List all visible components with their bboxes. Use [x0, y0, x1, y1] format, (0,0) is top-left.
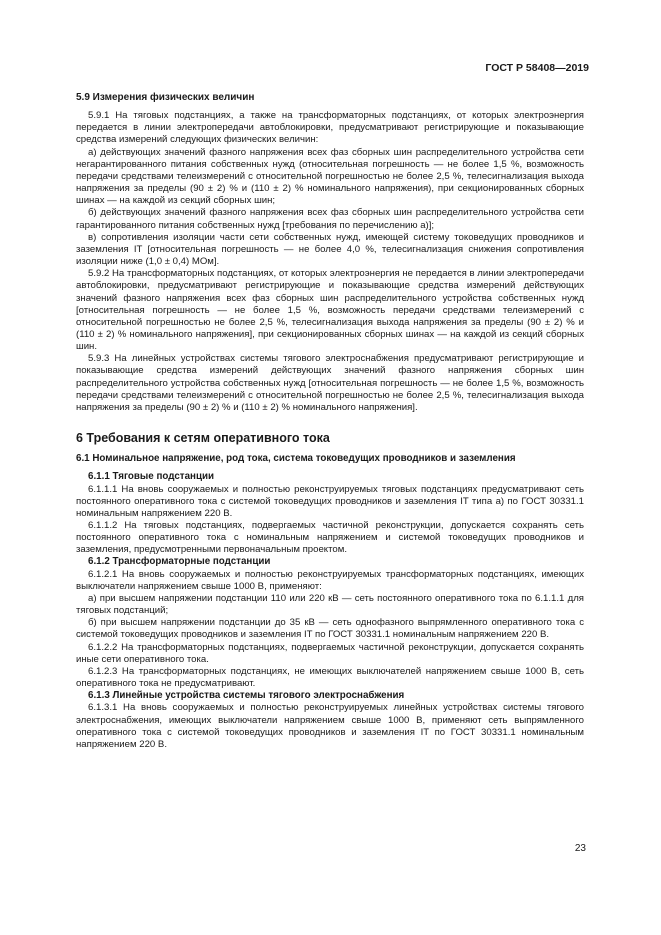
paragraph-6-1-2-2: 6.1.2.2 На трансформаторных подстанциях, подвергаемых частичной реконструкции, допускается сохранять иные сети оперативного тока.: [76, 641, 584, 665]
paragraph-6-1-1-1: 6.1.1.1 На вновь сооружаемых и полностью реконструируемых тяговых подстанциях предусматривают сеть постоянного оперативного тока с системой токоведущих проводников и заземления IT типа а) по ГОСТ 30331.1 номинальным напряжением 220 В.: [76, 483, 584, 519]
section-6-1-2-heading: 6.1.2 Трансформаторные подстанции: [88, 556, 271, 568]
page-number: 23: [574, 843, 586, 854]
paragraph-5-9-1-a: а) действующих значений фазного напряжения всех фаз сборных шин распределительного устройства сети негарантированного питания собственных нужд (относительная погрешность — не более 1,5 %, возможность передачи средствами телеизмерений с относительной погрешностью не более 2,5 %, телесигнализация выхода напряжения за пределы (90 ± 2) % и (110 ± 2) % номинального напряжения), при секционированных сборных шинах — на каждой из секций сборных шин;: [76, 146, 584, 207]
section-6-heading: 6 Требования к сетям оперативного тока: [76, 431, 330, 446]
paragraph-5-9-1-b: б) действующих значений фазного напряжения всех фаз сборных шин распределительного устройства сети гарантированного питания собственных нужд [требования по перечислению а)];: [76, 207, 584, 231]
paragraph-5-9-1: 5.9.1 На тяговых подстанциях, а также на трансформаторных подстанциях, от которых электроэнергия передается в линии электропередачи автоблокировки, предусматривают регистрирующие и показывающие средства измерений следующих физических величин:: [76, 110, 584, 146]
paragraph-5-9-1-v: в) сопротивления изоляции части сети собственных нужд, имеющей систему токоведущих проводников и заземления IT [относительная погрешность — не более 4,0 %, телесигнализация снижения сопротивления изоляции ниже (1,0 ± 0,4) МОм].: [76, 231, 584, 268]
paragraph-5-9-2: 5.9.2 На трансформаторных подстанциях, от которых электроэнергия не передается в линии электропередачи автоблокировки, предусматривают регистрирующие и показывающие средства измерений действующих значений фазного напряжения всех фаз сборных шин распределительного устройства собственных нужд [относительная погрешность — не более 1,5 %, возможность передачи средствами телеизмерений с относительной погрешностью не более 2,5 %, телесигнализация выхода напряжения за пределы (90 ± 2) % и (110 ± 2) % номинального напряжения], при секционированных сборных шинах — на каждой из секций сборных шин.: [76, 268, 584, 353]
section-6-1-1-heading: 6.1.1 Тяговые подстанции: [88, 471, 215, 483]
paragraph-6-1-2-1-a: а) при высшем напряжении подстанции 110 или 220 кВ — сеть постоянного оперативного тока по 6.1.1.1 для тяговых подстанций;: [76, 592, 584, 617]
standard-designation: ГОСТ Р 58408—2019: [485, 62, 589, 74]
section-5-9-heading: 5.9 Измерения физических величин: [76, 92, 255, 103]
page-content: [76, 92, 584, 751]
paragraph-5-9-3: 5.9.3 На линейных устройствах системы тягового электроснабжения предусматривают регистрирующие и показывающие средства измерений действующих значений фазного напряжения сборных шин распределительного устройства собственных нужд [относительная погрешность — не более 1,5 %, возможность передачи средствами телеизмерений с относительной погрешностью не более 2,5 %, телесигнализация выхода напряжения за пределы (90 ± 2) % и (110 ± 2) % номинального напряжения].: [76, 353, 584, 413]
paragraph-6-1-3-1: 6.1.3.1 На вновь сооружаемых и полностью реконструируемых линейных устройствах системы тягового электроснабжения, имеющих выключатели напряжением свыше 1000 В, применяют сеть выпрямленного оперативного тока с системой токоведущих проводников и заземления IT по ГОСТ 30331.1 номинальным напряжением 220 В.: [76, 702, 584, 750]
paragraph-6-1-2-3: 6.1.2.3 На трансформаторных подстанциях, не имеющих выключателей напряжением свыше 1000 В, сеть оперативного тока не предусматривают.: [76, 665, 584, 690]
section-6-1-heading: 6.1 Номинальное напряжение, род тока, система токоведущих проводников и заземления: [76, 453, 516, 465]
paragraph-6-1-1-2: 6.1.1.2 На тяговых подстанциях, подвергаемых частичной реконструкции, допускается сохранять сеть постоянного оперативного тока с номинальным напряжением и системой токоведущих проводников и заземления, предусмотренными первоначальным проектом.: [76, 520, 584, 556]
paragraph-6-1-2-1: 6.1.2.1 На вновь сооружаемых и полностью реконструируемых трансформаторных подстанциях, имеющих выключатели напряжением свыше 1000 В, применяют:: [76, 568, 584, 592]
paragraph-6-1-2-1-b: б) при высшем напряжении подстанции до 35 кВ — сеть однофазного выпрямленного оперативного тока с системой токоведущих проводников и заземления IT по ГОСТ 30331.1 номинальным напряжением 220 В.: [76, 617, 584, 641]
section-6-1-3-heading: 6.1.3 Линейные устройства системы тягового электроснабжения: [88, 690, 405, 702]
